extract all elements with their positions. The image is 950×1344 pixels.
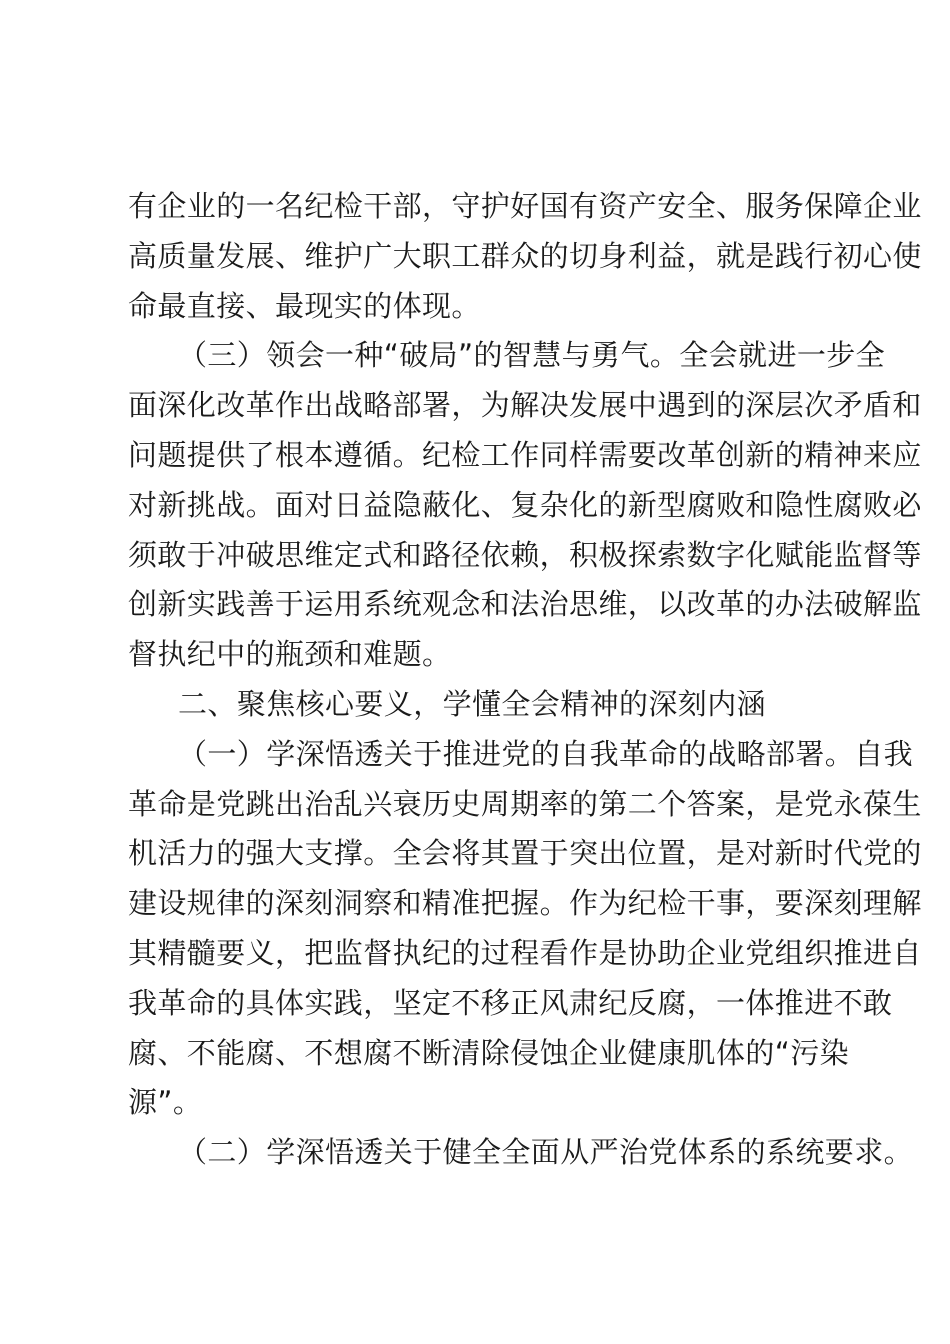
text-line: 我革命的具体实践，坚定不移正风肃纪反腐，一体推进不敢 [128, 985, 893, 1020]
section-heading-2 [128, 680, 832, 730]
text-line: （二）学深悟透关于健全全面从严治党体系的系统要求。 [178, 1135, 914, 1170]
paragraph-section-1-3 [128, 331, 922, 680]
text-line: 建设规律的深刻洞察和精准把握。作为纪检干事，要深刻理解 [128, 886, 922, 921]
text-line: （一）学深悟透关于推进党的自我革命的战略部署。自我 [178, 736, 914, 771]
text-line: 问题提供了根本遵循。纪检工作同样需要改革创新的精神来应 [128, 437, 922, 472]
text-line: 面深化改革作出战略部署，为解决发展中遇到的深层次矛盾和 [128, 388, 922, 423]
text-line: （三）领会一种“破局”的智慧与勇气。全会就进一步全 [178, 338, 886, 373]
paragraph-section-2-2 [128, 1128, 914, 1178]
text-line: 革命是党跳出治乱兴衰历史周期率的第二个答案，是党永葆生 [128, 786, 922, 821]
text-line: 命最直接、最现实的体现。 [128, 288, 481, 323]
text-line: 腐、不能腐、不想腐不断清除侵蚀企业健康肌体的“污染 [128, 1035, 850, 1070]
paragraph-continuation [128, 182, 922, 331]
paragraph-section-2-1 [128, 730, 922, 1128]
text-line: 创新实践善于运用系统观念和法治思维，以改革的办法破解监 [128, 587, 922, 622]
text-line: 有企业的一名纪检干部，守护好国有资产安全、服务保障企业 [128, 189, 922, 223]
text-line: 源”。 [128, 1085, 203, 1120]
text-line: 机活力的强大支撑。全会将其置于突出位置，是对新时代党的 [128, 836, 922, 871]
section-heading: 二、聚焦核心要义，学懂全会精神的深刻内涵 [178, 686, 767, 721]
text-line: 高质量发展、维护广大职工群众的切身利益，就是践行初心使 [128, 238, 922, 273]
text-line: 督执纪中的瓶颈和难题。 [128, 637, 452, 672]
text-line: 其精髓要义，把监督执纪的过程看作是协助企业党组织推进自 [128, 935, 922, 970]
text-line: 对新挑战。面对日益隐蔽化、复杂化的新型腐败和隐性腐败必 [128, 487, 922, 522]
document-body [128, 182, 922, 1178]
text-line: 须敢于冲破思维定式和路径依赖，积极探索数字化赋能监督等 [128, 537, 922, 572]
